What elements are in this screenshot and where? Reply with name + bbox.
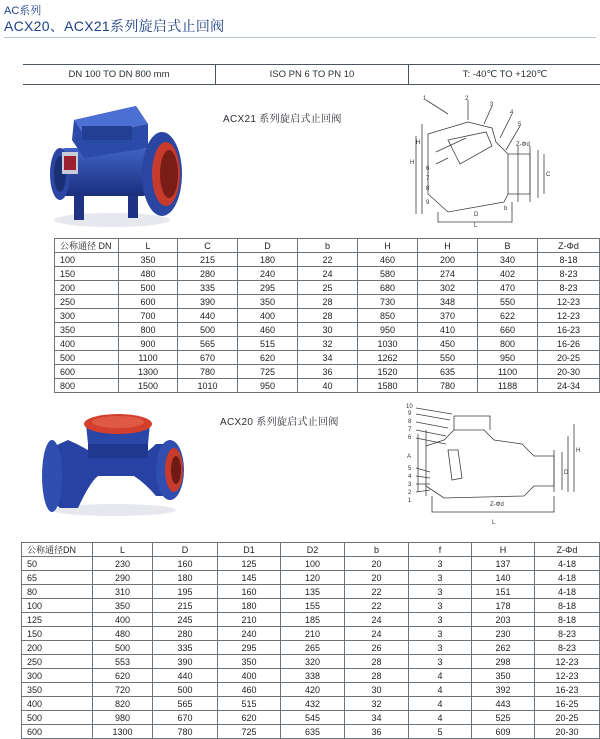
table-cell: 320	[281, 655, 345, 669]
table-cell: 200	[22, 641, 93, 655]
table-cell: 500	[55, 351, 119, 365]
table-cell: 1300	[119, 365, 178, 379]
table-row	[22, 655, 600, 669]
table-cell: 780	[153, 725, 218, 739]
column-header: C	[178, 239, 238, 253]
column-header: D2	[281, 543, 345, 557]
table-cell: 230	[93, 557, 153, 571]
acx20-drawing-label: L	[492, 520, 496, 526]
table-cell: 22	[345, 599, 409, 613]
table-cell: 350	[119, 253, 178, 267]
table-cell: 245	[153, 613, 218, 627]
column-header: H	[358, 239, 418, 253]
table-cell: 480	[119, 267, 178, 281]
table-cell: 26	[345, 641, 409, 655]
table-cell: 500	[119, 281, 178, 295]
table-cell: 432	[281, 697, 345, 711]
acx21-drawing-label: 5	[518, 122, 522, 128]
table-cell: 12-23	[535, 655, 600, 669]
acx21-drawing-label: D	[474, 212, 479, 218]
column-header: 公称通径 DN	[55, 239, 119, 253]
table-cell: 350	[238, 295, 298, 309]
table-cell: 8-18	[535, 599, 600, 613]
table-cell: 1500	[119, 379, 178, 393]
table-cell: 274	[418, 267, 478, 281]
table-cell: 24	[345, 627, 409, 641]
table-cell: 3	[409, 627, 472, 641]
table-cell: 36	[345, 725, 409, 739]
table-row	[55, 323, 600, 337]
table-cell: 553	[93, 655, 153, 669]
acx20-drawing-label: 6	[408, 435, 412, 441]
table-cell: 12-23	[538, 295, 600, 309]
table-cell: 800	[119, 323, 178, 337]
acx20-drawing-label: 10	[406, 404, 413, 410]
table-cell: 565	[153, 697, 218, 711]
table-cell: 420	[281, 683, 345, 697]
table-row	[22, 557, 600, 571]
acx21-drawing-label: H	[416, 140, 421, 146]
table-cell: 4-18	[535, 585, 600, 599]
table-cell: 460	[358, 253, 418, 267]
table-cell: 3	[409, 557, 472, 571]
table-cell: 25	[298, 281, 358, 295]
acx21-drawing-label: 8	[426, 186, 430, 192]
acx20-caption: ACX20 系列旋启式止回阀	[220, 417, 339, 428]
column-header: H	[472, 543, 535, 557]
table-cell: 24-34	[538, 379, 600, 393]
acx20-valve-photo	[38, 404, 188, 519]
table-cell: 900	[119, 337, 178, 351]
table-cell: 28	[345, 669, 409, 683]
table-cell: 24	[298, 267, 358, 281]
table-cell: 20	[345, 571, 409, 585]
table-cell: 670	[178, 351, 238, 365]
table-cell: 780	[418, 379, 478, 393]
table-cell: 950	[478, 351, 538, 365]
table-cell: 1100	[119, 351, 178, 365]
table-cell: 350	[93, 599, 153, 613]
table-cell: 12-23	[538, 309, 600, 323]
table-cell: 350	[218, 655, 281, 669]
table-cell: 30	[298, 323, 358, 337]
table-cell: 850	[358, 309, 418, 323]
table-cell: 16-25	[535, 697, 600, 711]
acx20-drawing-label: 9	[408, 411, 412, 417]
column-header: b	[345, 543, 409, 557]
table-cell: 335	[153, 641, 218, 655]
table-cell: 295	[238, 281, 298, 295]
table-row	[22, 697, 600, 711]
table-cell: 635	[418, 365, 478, 379]
table-cell: 725	[238, 365, 298, 379]
table-cell: 400	[22, 697, 93, 711]
table-cell: 515	[238, 337, 298, 351]
table-cell: 8-23	[538, 267, 600, 281]
table-cell: 620	[93, 669, 153, 683]
table-row	[55, 379, 600, 393]
table-cell: 140	[472, 571, 535, 585]
table-cell: 1010	[178, 379, 238, 393]
table-row	[22, 711, 600, 725]
table-cell: 210	[281, 627, 345, 641]
table-cell: 80	[22, 585, 93, 599]
table-cell: 20	[345, 557, 409, 571]
table-row	[22, 599, 600, 613]
table-cell: 4	[409, 669, 472, 683]
table-cell: 600	[119, 295, 178, 309]
table-row	[55, 351, 600, 365]
acx20-drawing-label: 1	[408, 498, 412, 504]
table-row	[22, 585, 600, 599]
acx20-drawing-label: 7	[408, 427, 412, 433]
table-cell: 180	[218, 599, 281, 613]
table-cell: 400	[238, 309, 298, 323]
table-cell: 310	[93, 585, 153, 599]
table-cell: 20-25	[538, 351, 600, 365]
table-cell: 820	[93, 697, 153, 711]
table-cell: 36	[298, 365, 358, 379]
table-cell: 400	[93, 613, 153, 627]
table-cell: 600	[22, 725, 93, 739]
table-cell: 4	[409, 711, 472, 725]
table-cell: 670	[153, 711, 218, 725]
table-cell: 265	[281, 641, 345, 655]
spec-size-range: DN 100 TO DN 800 mm	[68, 69, 170, 80]
table-cell: 150	[55, 267, 119, 281]
column-header: 公称通径DN	[22, 543, 93, 557]
table-cell: 348	[418, 295, 478, 309]
acx21-drawing-label: b	[504, 206, 508, 212]
table-cell: 28	[345, 655, 409, 669]
table-row	[55, 281, 600, 295]
table-row	[22, 641, 600, 655]
table-cell: 525	[472, 711, 535, 725]
table-cell: 600	[55, 365, 119, 379]
table-cell: 515	[218, 697, 281, 711]
table-cell: 500	[93, 641, 153, 655]
table-cell: 300	[22, 669, 93, 683]
acx21-drawing-label: 6	[426, 166, 430, 172]
table-cell: 180	[153, 571, 218, 585]
table-cell: 215	[178, 253, 238, 267]
column-header: B	[478, 239, 538, 253]
acx21-drawing-label: 4	[510, 110, 514, 116]
table-cell: 22	[345, 585, 409, 599]
table-cell: 550	[418, 351, 478, 365]
table-cell: 125	[218, 557, 281, 571]
table-cell: 500	[178, 323, 238, 337]
table-cell: 1300	[93, 725, 153, 739]
spec-bar	[23, 64, 600, 85]
table-cell: 16-23	[535, 683, 600, 697]
table-cell: 1520	[358, 365, 418, 379]
table-cell: 500	[22, 711, 93, 725]
acx21-drawing-label: 9	[426, 200, 430, 206]
table-cell: 460	[238, 323, 298, 337]
acx20-drawing-label: 5	[408, 466, 412, 472]
table-cell: 390	[153, 655, 218, 669]
table-row	[55, 295, 600, 309]
column-header: f	[409, 543, 472, 557]
table-row	[22, 683, 600, 697]
table-cell: 392	[472, 683, 535, 697]
table-cell: 3	[409, 641, 472, 655]
table-cell: 700	[119, 309, 178, 323]
table-cell: 400	[218, 669, 281, 683]
table-cell: 622	[478, 309, 538, 323]
table-cell: 210	[218, 613, 281, 627]
table-cell: 440	[153, 669, 218, 683]
table-cell: 350	[55, 323, 119, 337]
table-cell: 160	[218, 585, 281, 599]
table-cell: 240	[238, 267, 298, 281]
table-cell: 135	[281, 585, 345, 599]
table-cell: 180	[238, 253, 298, 267]
table-cell: 780	[178, 365, 238, 379]
table-cell: 24	[345, 613, 409, 627]
table-row	[22, 613, 600, 627]
table-cell: 50	[22, 557, 93, 571]
table-cell: 609	[472, 725, 535, 739]
table-cell: 620	[218, 711, 281, 725]
table-cell: 20-30	[535, 725, 600, 739]
table-cell: 8-23	[538, 281, 600, 295]
table-cell: 12-23	[535, 669, 600, 683]
table-cell: 3	[409, 655, 472, 669]
acx20-dimension-table	[21, 542, 600, 739]
acx21-caption: ACX21 系列旋启式止回阀	[223, 114, 342, 125]
table-cell: 120	[281, 571, 345, 585]
table-cell: 1580	[358, 379, 418, 393]
column-header: D1	[218, 543, 281, 557]
column-header: D	[153, 543, 218, 557]
table-row	[22, 669, 600, 683]
table-cell: 185	[281, 613, 345, 627]
table-cell: 720	[93, 683, 153, 697]
table-cell: 550	[478, 295, 538, 309]
table-row	[55, 267, 600, 281]
table-cell: 660	[478, 323, 538, 337]
acx20-drawing-label: H	[576, 448, 580, 454]
table-cell: 1262	[358, 351, 418, 365]
table-cell: 8-18	[538, 253, 600, 267]
table-cell: 443	[472, 697, 535, 711]
table-cell: 125	[22, 613, 93, 627]
table-header-row	[55, 239, 600, 253]
acx20-drawing-label: 2	[408, 490, 412, 496]
table-cell: 250	[55, 295, 119, 309]
table-cell: 340	[478, 253, 538, 267]
table-row	[55, 337, 600, 351]
table-cell: 450	[418, 337, 478, 351]
acx21-drawing-label: 3	[490, 102, 494, 108]
acx20-drawing-label: 3	[408, 482, 412, 488]
table-cell: 34	[298, 351, 358, 365]
table-cell: 390	[178, 295, 238, 309]
acx21-dimension-table	[54, 238, 600, 393]
table-cell: 22	[298, 253, 358, 267]
table-cell: 480	[93, 627, 153, 641]
acx21-drawing-label: Z-Φd	[516, 142, 530, 148]
column-header: Z-Φd	[538, 239, 600, 253]
table-cell: 3	[409, 613, 472, 627]
column-header: L	[119, 239, 178, 253]
table-cell: 730	[358, 295, 418, 309]
table-cell: 30	[345, 683, 409, 697]
table-cell: 4-18	[535, 557, 600, 571]
acx21-drawing-label: 2	[465, 96, 469, 102]
column-header: Z-Φd	[535, 543, 600, 557]
table-cell: 34	[345, 711, 409, 725]
table-cell: 137	[472, 557, 535, 571]
table-cell: 950	[238, 379, 298, 393]
table-cell: 65	[22, 571, 93, 585]
table-cell: 1100	[478, 365, 538, 379]
table-cell: 635	[281, 725, 345, 739]
table-cell: 370	[418, 309, 478, 323]
table-cell: 200	[55, 281, 119, 295]
table-cell: 440	[178, 309, 238, 323]
column-header: b	[298, 239, 358, 253]
acx21-valve-photo	[44, 98, 188, 233]
table-cell: 200	[418, 253, 478, 267]
acx21-drawing-label: H	[410, 160, 415, 166]
table-cell: 800	[55, 379, 119, 393]
table-cell: 4	[409, 683, 472, 697]
spec-pressure-range: ISO PN 6 TO PN 10	[215, 65, 408, 84]
table-cell: 290	[93, 571, 153, 585]
acx21-section-drawing	[408, 94, 553, 228]
table-row	[55, 309, 600, 323]
table-cell: 680	[358, 281, 418, 295]
table-row	[22, 725, 600, 739]
table-cell: 350	[22, 683, 93, 697]
table-cell: 145	[218, 571, 281, 585]
table-row	[55, 365, 600, 379]
column-header: L	[93, 543, 153, 557]
table-cell: 195	[153, 585, 218, 599]
acx20-drawing-label: D	[564, 470, 569, 476]
table-cell: 215	[153, 599, 218, 613]
table-cell: 160	[153, 557, 218, 571]
table-header-row	[22, 543, 600, 557]
table-cell: 262	[472, 641, 535, 655]
table-cell: 28	[298, 295, 358, 309]
acx21-drawing-label: C	[546, 172, 551, 178]
acx21-drawing-label: 7	[426, 176, 430, 182]
table-cell: 250	[22, 655, 93, 669]
table-cell: 410	[418, 323, 478, 337]
table-cell: 580	[358, 267, 418, 281]
table-cell: 16-26	[538, 337, 600, 351]
table-cell: 240	[218, 627, 281, 641]
table-cell: 203	[472, 613, 535, 627]
table-cell: 20-30	[538, 365, 600, 379]
table-cell: 32	[345, 697, 409, 711]
table-cell: 302	[418, 281, 478, 295]
table-cell: 28	[298, 309, 358, 323]
table-cell: 280	[178, 267, 238, 281]
table-cell: 32	[298, 337, 358, 351]
table-cell: 338	[281, 669, 345, 683]
table-cell: 280	[153, 627, 218, 641]
table-cell: 400	[55, 337, 119, 351]
table-row	[22, 571, 600, 585]
table-cell: 16-23	[538, 323, 600, 337]
table-cell: 8-23	[535, 627, 600, 641]
title-rule	[4, 37, 596, 38]
acx21-drawing-label: 1	[423, 96, 427, 102]
table-cell: 460	[218, 683, 281, 697]
table-cell: 545	[281, 711, 345, 725]
table-cell: 335	[178, 281, 238, 295]
table-cell: 300	[55, 309, 119, 323]
table-cell: 5	[409, 725, 472, 739]
table-row	[22, 627, 600, 641]
table-cell: 980	[93, 711, 153, 725]
acx21-drawing-label: L	[474, 223, 478, 228]
table-cell: 470	[478, 281, 538, 295]
column-header: H	[418, 239, 478, 253]
table-cell: 3	[409, 585, 472, 599]
series-label: AC系列	[4, 5, 42, 17]
table-cell: 500	[153, 683, 218, 697]
table-cell: 178	[472, 599, 535, 613]
table-cell: 8-18	[535, 613, 600, 627]
column-header: D	[238, 239, 298, 253]
page-title: ACX20、ACX21系列旋启式止回阀	[4, 18, 225, 34]
acx20-section-drawing	[404, 400, 580, 528]
table-cell: 100	[22, 599, 93, 613]
table-cell: 950	[358, 323, 418, 337]
table-cell: 3	[409, 571, 472, 585]
table-cell: 298	[472, 655, 535, 669]
table-cell: 40	[298, 379, 358, 393]
table-cell: 100	[281, 557, 345, 571]
spec-temperature-range: T: -40℃ TO +120℃	[408, 65, 600, 84]
table-cell: 8-23	[535, 641, 600, 655]
table-cell: 20-25	[535, 711, 600, 725]
acx20-drawing-label: Z-Φd	[490, 502, 504, 508]
table-cell: 3	[409, 599, 472, 613]
table-cell: 150	[22, 627, 93, 641]
table-cell: 350	[472, 669, 535, 683]
table-cell: 620	[238, 351, 298, 365]
table-cell: 295	[218, 641, 281, 655]
table-cell: 230	[472, 627, 535, 641]
acx20-drawing-label: 4	[408, 474, 412, 480]
table-cell: 402	[478, 267, 538, 281]
table-cell: 565	[178, 337, 238, 351]
table-cell: 100	[55, 253, 119, 267]
table-cell: 4	[409, 697, 472, 711]
acx20-drawing-label: A	[407, 454, 412, 460]
table-cell: 725	[218, 725, 281, 739]
table-cell: 800	[478, 337, 538, 351]
table-cell: 4-18	[535, 571, 600, 585]
table-cell: 1030	[358, 337, 418, 351]
acx20-drawing-label: 8	[408, 419, 412, 425]
table-row	[55, 253, 600, 267]
table-cell: 1188	[478, 379, 538, 393]
table-cell: 151	[472, 585, 535, 599]
table-cell: 155	[281, 599, 345, 613]
